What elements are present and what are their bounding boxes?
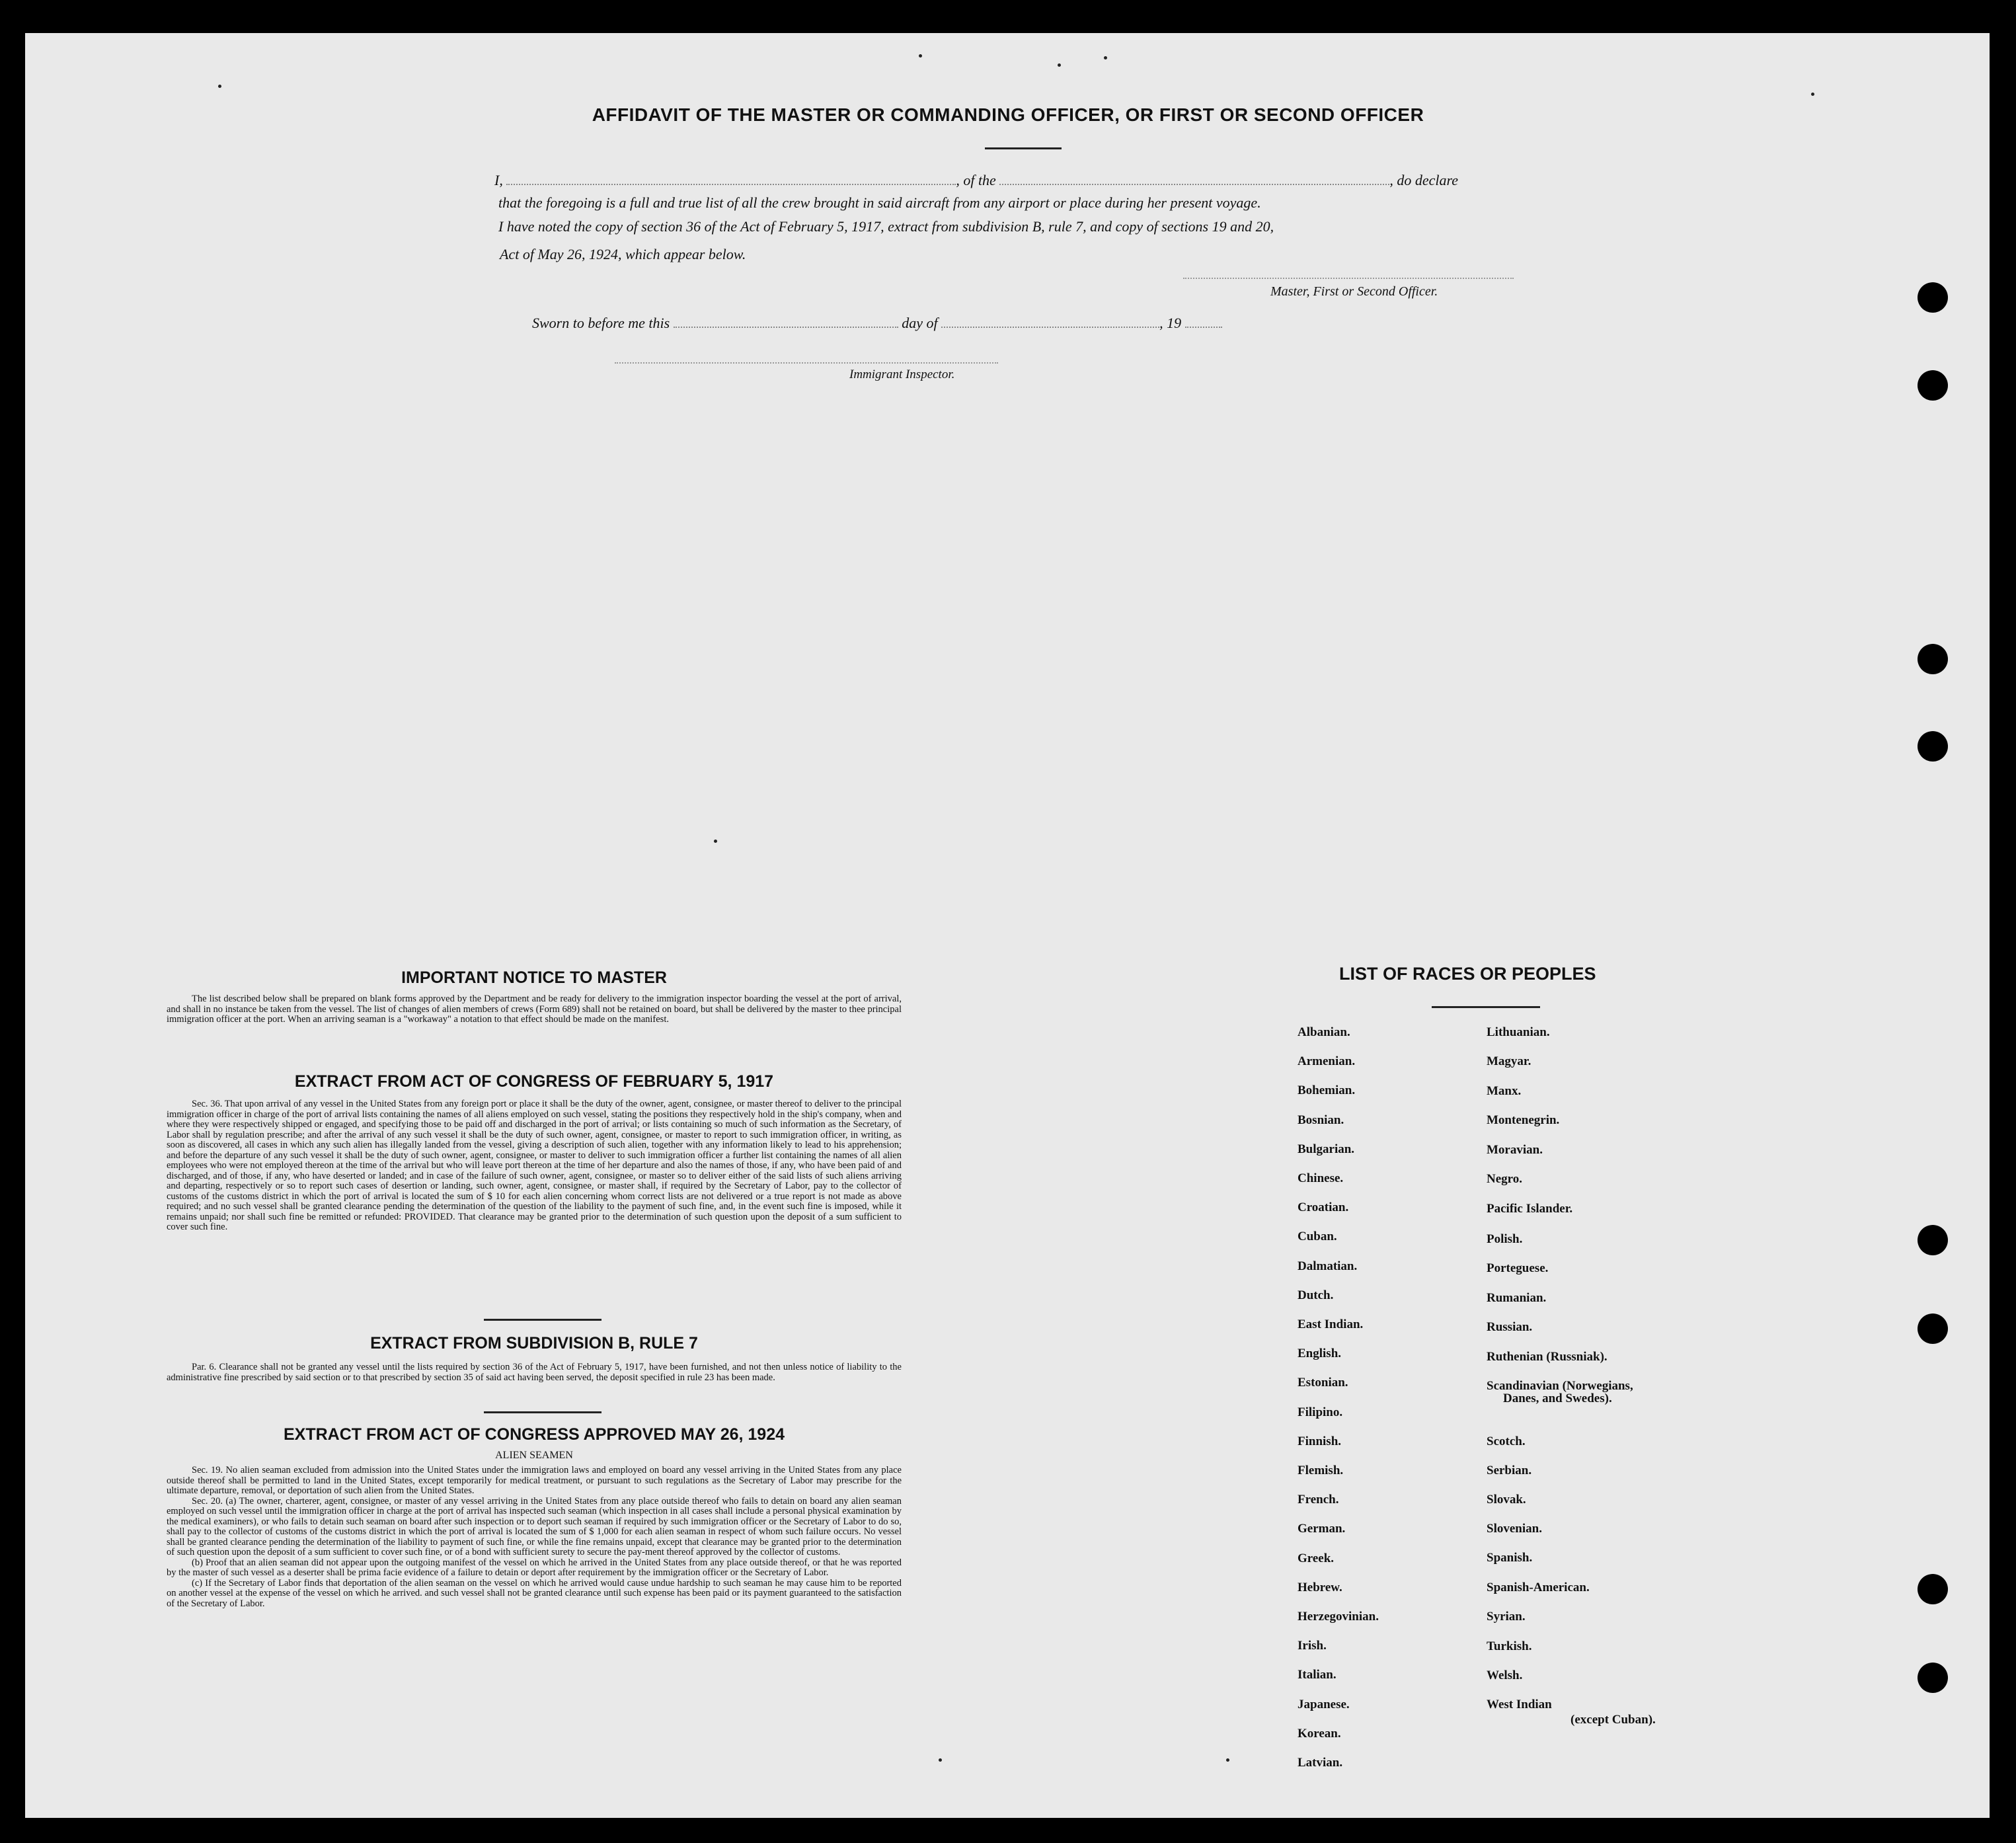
races-underline xyxy=(1432,1006,1540,1008)
affidavit-line-3: I have noted the copy of section 36 of the Act of February 5, 1917, extract from subdivision B, rule 7, and copy of sections 19 and 20, xyxy=(498,218,1274,235)
race-item: Moravian. xyxy=(1487,1143,1543,1157)
race-item: Montenegrin. xyxy=(1487,1113,1560,1127)
sworn-line xyxy=(532,315,1222,332)
race-item: Magyar. xyxy=(1487,1054,1531,1068)
race-item: Scotch. xyxy=(1487,1434,1526,1448)
vessel-name-field[interactable] xyxy=(999,184,1389,185)
extract-rule7-section xyxy=(167,1334,902,1383)
race-item: Scandinavian (Norwegians, xyxy=(1487,1379,1633,1393)
punch-hole xyxy=(1918,731,1948,762)
race-item: Polish. xyxy=(1487,1232,1523,1246)
race-item: French. xyxy=(1298,1493,1339,1507)
section-divider xyxy=(484,1411,601,1413)
race-item: Porteguese. xyxy=(1487,1261,1549,1275)
sworn-day-field[interactable] xyxy=(674,327,898,328)
sec20b-text: (b) Proof that an alien seaman did not appear upon the outgoing manifest of the vessel on which he arrived in the United States from any place outside thereof, or that he was reported by the master of such vessel as a deserter shall be prima facie evidence of a failure to detain or deport after requirement by the immigration officer or the Secretary of Labor. xyxy=(167,1557,902,1578)
race-item: West Indian xyxy=(1487,1698,1552,1711)
speck xyxy=(919,54,922,58)
affidavit-line-4: Act of May 26, 1924, which appear below. xyxy=(500,246,746,262)
punch-hole xyxy=(1918,282,1948,313)
races-title: LIST OF RACES OR PEOPLES xyxy=(1339,964,1596,984)
race-item: Dutch. xyxy=(1298,1288,1334,1302)
speck xyxy=(1058,63,1061,67)
speck xyxy=(1226,1758,1229,1762)
race-item: Manx. xyxy=(1487,1084,1522,1098)
race-item: Spanish. xyxy=(1487,1551,1533,1565)
punch-hole xyxy=(1918,1663,1948,1693)
race-item: Chinese. xyxy=(1298,1171,1344,1185)
race-item: Armenian. xyxy=(1298,1054,1356,1069)
declarant-name-field[interactable] xyxy=(506,184,956,185)
race-item: Korean. xyxy=(1298,1726,1341,1741)
sworn-year-field[interactable] xyxy=(1185,327,1222,328)
race-item: Slovak. xyxy=(1487,1493,1526,1507)
race-item: Syrian. xyxy=(1487,1610,1526,1624)
affidavit-line-2: that the foregoing is a full and true list of all the crew brought in said aircraft from any airport or place during her present voyage. xyxy=(498,194,1261,211)
inspector-caption: Immigrant Inspector. xyxy=(849,368,955,381)
race-extra-scandinavian: Danes, and Swedes). xyxy=(1503,1392,1612,1405)
race-item: Flemish. xyxy=(1298,1464,1344,1477)
extract-1924-title: EXTRACT FROM ACT OF CONGRESS APPROVED MAY 26, 1924 xyxy=(283,1425,785,1444)
race-item: Serbian. xyxy=(1487,1464,1532,1477)
punch-hole xyxy=(1918,644,1948,674)
sec20a-text: Sec. 20. (a) The owner, charterer, agent, consignee, or master of any vessel arriving in the United States from any place outside thereof who fails to detain on board any alien seaman employed on such vessel until the immigration officer in charge at the port of arrival has inspected such seaman (which inspection in all cases shall include a personal physical examination by the medical examiners), or who fails to detain such seaman on board after such inspection or to deport such seaman if required by such immigration officer or the Secretary of Labor to do so, shall pay to the collector of customs of the customs district in which the port of arrival is located the sum of $ 1,000 for each alien seaman in respect of whom such failure occurs. No vessel shall be granted clearance pending the determination of the liability to payment of such fine, or while the fine remains unpaid, except that clearance may be granted prior to the determination of such question upon the deposit of a sum sufficient to cover such fine, or of a bond with sufficient surety to secure the pay-ment thereof approved by the collector of customs. xyxy=(167,1495,902,1557)
race-item: Welsh. xyxy=(1487,1668,1523,1682)
declarant-prefix: I, xyxy=(494,172,503,188)
race-item: Slovenian. xyxy=(1487,1522,1542,1536)
race-item: Estonian. xyxy=(1298,1376,1348,1390)
race-item: Bosnian. xyxy=(1298,1113,1344,1127)
speck xyxy=(1811,93,1814,96)
race-item: Greek. xyxy=(1298,1551,1335,1565)
race-item: Lithuanian. xyxy=(1487,1025,1550,1039)
speck xyxy=(939,1758,942,1762)
race-item: Pacific Islander. xyxy=(1487,1202,1573,1216)
inspector-signature-line[interactable] xyxy=(615,362,998,364)
race-item: Croatian. xyxy=(1298,1200,1349,1215)
race-item: Albanian. xyxy=(1298,1025,1350,1039)
master-signature-line[interactable] xyxy=(1183,278,1514,279)
race-item: Filipino. xyxy=(1298,1405,1343,1419)
section-divider xyxy=(484,1319,601,1321)
master-caption: Master, First or Second Officer. xyxy=(1270,284,1438,299)
extract-rule7-title: EXTRACT FROM SUBDIVISION B, RULE 7 xyxy=(370,1334,698,1353)
speck xyxy=(1104,56,1107,59)
race-item: Cuban. xyxy=(1298,1230,1337,1244)
extract-1917-title: EXTRACT FROM ACT OF CONGRESS OF FEBRUARY 5, 1917 xyxy=(294,1072,774,1091)
sec20c-text: (c) If the Secretary of Labor finds that deportation of the alien seaman on the vessel on which he arrived would cause undue hardship to such seaman he may cause him to be reported on another vessel at the expense of the vessel on which he arrived. and such vessel shall not be granted clearance until such expense has been paid or its payment guaranteed to the satisfaction of the Secretary of Labor. xyxy=(167,1577,902,1609)
notice-body: The list described below shall be prepared on blank forms approved by the Department and be ready for delivery to the immigration inspector boarding the vessel at the port of arrival, and shall in no instance be taken from the vessel. The list of changes of alien members of crews (Form 689) shall not be retained on board, but shall be delivered by the master to thee principal immigration officer at the port. When an arriving seaman is a "workaway" a notation to that effect should be made on the manifest. xyxy=(167,994,902,1025)
race-item: Latvian. xyxy=(1298,1756,1343,1770)
extract-rule7-body: Par. 6. Clearance shall not be granted any vessel until the lists required by section 36 of the Act of February 5, 1917, have been furnished, and not then unless notice of liability to the administrative fine prescribed by said section or to that prescribed by section 35 of said act having been served, the deposit specified in rule 23 has been made. xyxy=(167,1362,902,1383)
race-item: Italian. xyxy=(1298,1668,1337,1682)
speck xyxy=(714,840,717,843)
race-item: Irish. xyxy=(1298,1639,1327,1653)
race-item: Bulgarian. xyxy=(1298,1142,1355,1156)
sworn-year-prefix: , 19 xyxy=(1159,315,1182,331)
race-item: Rumanian. xyxy=(1487,1291,1547,1305)
race-item: German. xyxy=(1298,1522,1346,1536)
notice-section xyxy=(167,968,902,1025)
speck xyxy=(218,85,221,88)
sworn-prefix: Sworn to before me this xyxy=(532,315,670,331)
sworn-day-of: day of xyxy=(902,315,938,331)
race-item: Hebrew. xyxy=(1298,1580,1342,1594)
race-item: Negro. xyxy=(1487,1172,1522,1186)
affidavit-title: AFFIDAVIT OF THE MASTER OR COMMANDING OFFICER, OR FIRST OR SECOND OFFICER xyxy=(592,104,1424,125)
do-declare-label: , do declare xyxy=(1389,172,1458,188)
race-item: Bohemian. xyxy=(1298,1083,1356,1098)
race-item: Ruthenian (Russniak). xyxy=(1487,1350,1608,1364)
sec19-text: Sec. 19. No alien seaman excluded from admission into the United States under the immigration laws and employed on board any vessel arriving in the United States from any place outside thereof shall be permitted to land in the United States, except temporarily for medical treatment, or pursuant to such regulations as the Secretary of Labor may prescribe for the ultimate departure, removal, or deportation of such alien from the United States. xyxy=(167,1465,902,1496)
title-underline xyxy=(985,147,1062,149)
alien-seamen-subtitle: ALIEN SEAMEN xyxy=(495,1450,573,1461)
race-item: Dalmatian. xyxy=(1298,1259,1358,1273)
race-item: Spanish-American. xyxy=(1487,1581,1590,1594)
punch-hole xyxy=(1918,1314,1948,1344)
punch-hole xyxy=(1918,1225,1948,1255)
notice-title: IMPORTANT NOTICE TO MASTER xyxy=(401,968,667,987)
race-item: Russian. xyxy=(1487,1320,1533,1334)
race-extra-west-indian: (except Cuban). xyxy=(1570,1713,1656,1727)
race-item: English. xyxy=(1298,1347,1342,1361)
of-the-label: , of the xyxy=(956,172,996,188)
race-item: Finnish. xyxy=(1298,1434,1342,1448)
extract-1917-body: Sec. 36. That upon arrival of any vessel in the United States from any foreign port or place it shall be the duty of the owner, agent, consignee, or master thereof to deliver to the principal immigration officer in charge of the port of arrival lists containing the names of all aliens employed on such vessel, stating the positions they respectively hold in the ship's company, when and where they were respectively shipped or engaged, and specifying those to be paid off and discharged in the port of arrival; or lists containing so much of such information as the Secretary, of Labor shall by regulation prescribe; and after the arrival of any such vessel it shall be the duty of such owner, agent, consignee, or master to report to such immigration officer, in writing, as soon as discovered, all cases in which any such alien has illegally landed from the vessel, giving a description of such alien, together with any information likely to lead to his apprehension; and before the departure of any such vessel it shall be the duty of such owner, agent, consignee, or master to deliver to such immigration officer a further list containing the names of all alien employees who were not employed thereon at the time of the arrival but who will leave port thereon at the time of her departure and also the names of those, if any, who have been paid of and discharged, and of those, if any, who have deserted or landed; and in case of the failure of such owner, agent, consignee, or master so to deliver either of the said lists of such aliens arriving and departing, respectively or so to report such cases of desertion or landing, such owner, agent, consignee, or master shall, if required by the Secretary of Labor, pay to the collector of customs of the customs district in which the port of arrival is located the sum of $ 10 for each alien concerning whom correct lists are not delivered or a true report is not made as above required; and no such vessel shall be granted clearance pending the determination of the question of the liability to the payment of such fine, and, in the event such fine is imposed, while it remains unpaid; nor shall such fine be remitted or refunded: PROVIDED. That clearance may be granted prior to the determination of such question upon the deposit of a sum sufficient to cover such fine. xyxy=(167,1099,902,1232)
sworn-month-field[interactable] xyxy=(941,327,1159,328)
punch-hole xyxy=(1918,370,1948,401)
extract-1924-section xyxy=(167,1425,902,1609)
extract-1917-section xyxy=(167,1072,902,1233)
affidavit-line-1 xyxy=(494,172,1532,189)
punch-hole xyxy=(1918,1574,1948,1604)
race-item: East Indian. xyxy=(1298,1317,1364,1331)
race-item: Herzegovinian. xyxy=(1298,1610,1379,1624)
race-item: Japanese. xyxy=(1298,1697,1350,1711)
race-item: Turkish. xyxy=(1487,1639,1532,1653)
